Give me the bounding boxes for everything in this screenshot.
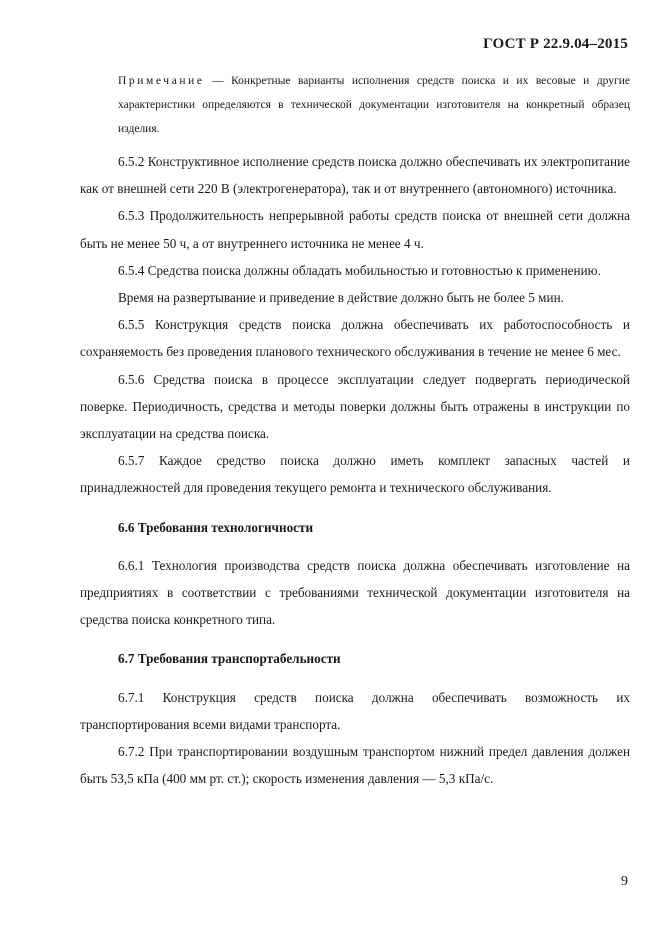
paragraph-6-6-1: 6.6.1 Технология производства средств поиска должна обеспечивать изготовление на предприятиях в соответствии с требованиями технической документации изготовителя на средства поиска конкретного типа. (80, 557, 630, 628)
paragraph-6-7-2: 6.7.2 При транспортировании воздушным транспортом нижний предел давления должен быть 53,5 кПа (400 мм рт. ст.); скорость изменения давления — 5,3 кПа/с. (80, 744, 630, 787)
page-number: 9 (621, 874, 628, 889)
paragraph-6-5-2: 6.5.2 Конструктивное исполнение средств поиска должно обеспечивать их электропитание как от внешней сети 220 В (электрогенератора), так и от внутреннего (автономного) источника. (80, 154, 630, 197)
paragraph-6-5-3: 6.5.3 Продолжительность непрерывной работы средств поиска от внешней сети должна быть не менее 50 ч, а от внутреннего источника не менее 4 ч. (80, 208, 630, 251)
paragraph-6-5-4: 6.5.4 Средства поиска должны обладать мобильностью и готовностью к применению. (118, 262, 601, 278)
paragraph-6-5-5: 6.5.5 Конструкция средств поиска должна обеспечивать их работоспособность и сохраняемость без проведения планового технического обслуживания в течение не менее 6 мес. (80, 317, 630, 360)
section-heading-6-6: 6.6 Требования технологичности (118, 519, 314, 535)
document-code: ГОСТ Р 22.9.04–2015 (483, 36, 628, 52)
note-text: — Конкретные варианты исполнения средств поиска и их весовые и другие характеристики определяются в технической документации изготовителя на конкретный образец изделия. (118, 75, 630, 135)
paragraph-6-7-1: 6.7.1 Конструкция средств поиска должна обеспечивать возможность их транспортирования всеми видами транспорта. (80, 689, 630, 732)
note-block (80, 69, 630, 141)
main-body (80, 148, 630, 792)
section-heading-6-7: 6.7 Требования транспортабельности (118, 651, 341, 667)
note-label: Примечание (118, 75, 205, 87)
paragraph-deployment-time: Время на развертывание и приведение в действие должно быть не более 5 мин. (118, 290, 564, 306)
paragraph-6-5-6: 6.5.6 Средства поиска в процессе эксплуатации следует подвергать периодической поверке. Периодичность, средства и методы поверки должны быть отражены в инструкции по эксплуатации на средства поиска. (80, 371, 630, 442)
paragraph-6-5-7: 6.5.7 Каждое средство поиска должно иметь комплект запасных частей и принадлежностей для проведения текущего ремонта и технического обслуживания. (80, 453, 630, 496)
